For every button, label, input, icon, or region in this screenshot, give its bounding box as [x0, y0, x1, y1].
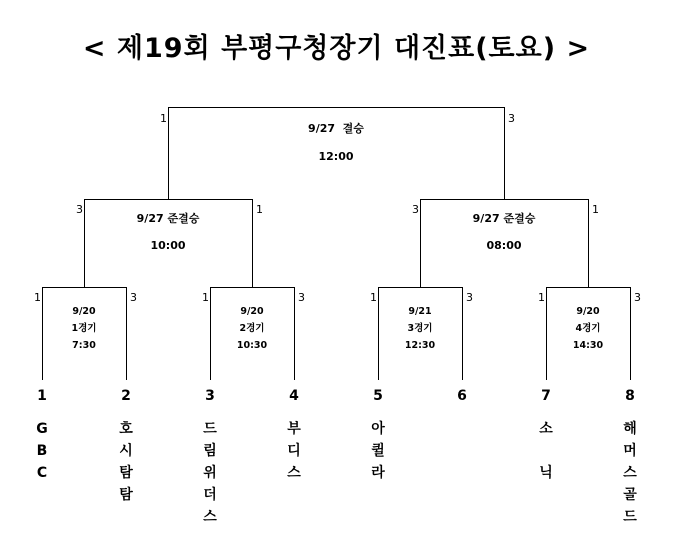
quarterfinal-3-date: 9/21 — [408, 306, 432, 317]
quarterfinal-1-left-score: 1 — [34, 291, 41, 304]
team-5-name: 아 퀼 라 — [371, 421, 385, 481]
quarterfinal-3-game: 3경기 — [407, 323, 433, 334]
quarterfinal-1-time: 7:30 — [72, 340, 96, 351]
quarterfinal-1-match-info — [49, 303, 119, 354]
final-match-info — [236, 115, 436, 171]
team-4-name: 부 디 스 — [287, 421, 301, 481]
quarterfinal-2-time: 10:30 — [236, 340, 268, 351]
quarterfinal-3-left-score: 1 — [370, 291, 377, 304]
team-6-seed: 6 — [457, 388, 467, 404]
quarterfinal-3-right-score: 3 — [466, 291, 473, 304]
semifinal-1-left-score: 3 — [76, 203, 83, 216]
quarterfinal-4-match-info — [553, 303, 623, 354]
team-4-seed: 4 — [289, 388, 299, 404]
quarterfinal-2-game: 2경기 — [239, 323, 265, 334]
team-8-seed: 8 — [625, 388, 635, 404]
quarterfinal-3-match-info — [385, 303, 455, 354]
quarterfinal-2-right-score: 3 — [298, 291, 305, 304]
final-label: 9/27 결승 — [308, 122, 364, 135]
quarterfinal-2-date: 9/20 — [240, 306, 264, 317]
team-2-name: 호 시 탐 탐 — [119, 421, 133, 503]
quarterfinal-3-time: 12:30 — [404, 340, 436, 351]
team-7-name: 소 닉 — [539, 421, 553, 481]
team-8-name: 해 머 스 골 드 — [623, 421, 637, 525]
semifinal-2-label: 9/27 준결승 — [472, 212, 536, 225]
quarterfinal-4-game: 4경기 — [575, 323, 601, 334]
bracket-title: < 제19회 부평구청장기 대진표(토요) > — [82, 33, 591, 64]
semifinal-2-time: 08:00 — [486, 239, 522, 252]
semifinal-2-right-score: 1 — [592, 203, 599, 216]
semifinal-2-left-score: 3 — [412, 203, 419, 216]
semifinal-2-match-info — [434, 205, 574, 259]
quarterfinal-4-date: 9/20 — [576, 306, 600, 317]
quarterfinal-2-match-info — [217, 303, 287, 354]
quarterfinal-1-game: 1경기 — [71, 323, 97, 334]
final-time: 12:00 — [318, 150, 354, 163]
quarterfinal-2-left-score: 1 — [202, 291, 209, 304]
team-1-name: G B C — [36, 421, 48, 481]
quarterfinal-4-time: 14:30 — [572, 340, 604, 351]
final-right-score: 3 — [508, 112, 515, 125]
team-3-name: 드 림 위 더 스 — [203, 421, 217, 525]
final-left-score: 1 — [160, 112, 167, 125]
semifinal-1-match-info — [98, 205, 238, 259]
team-3-seed: 3 — [205, 388, 215, 404]
team-5-seed: 5 — [373, 388, 383, 404]
semifinal-1-time: 10:00 — [150, 239, 186, 252]
semifinal-1-label: 9/27 준결승 — [136, 212, 200, 225]
team-1-seed: 1 — [37, 388, 47, 404]
team-2-seed: 2 — [121, 388, 131, 404]
quarterfinal-1-right-score: 3 — [130, 291, 137, 304]
semifinal-1-right-score: 1 — [256, 203, 263, 216]
quarterfinal-4-left-score: 1 — [538, 291, 545, 304]
quarterfinal-1-date: 9/20 — [72, 306, 96, 317]
quarterfinal-4-right-score: 3 — [634, 291, 641, 304]
team-7-seed: 7 — [541, 388, 551, 404]
